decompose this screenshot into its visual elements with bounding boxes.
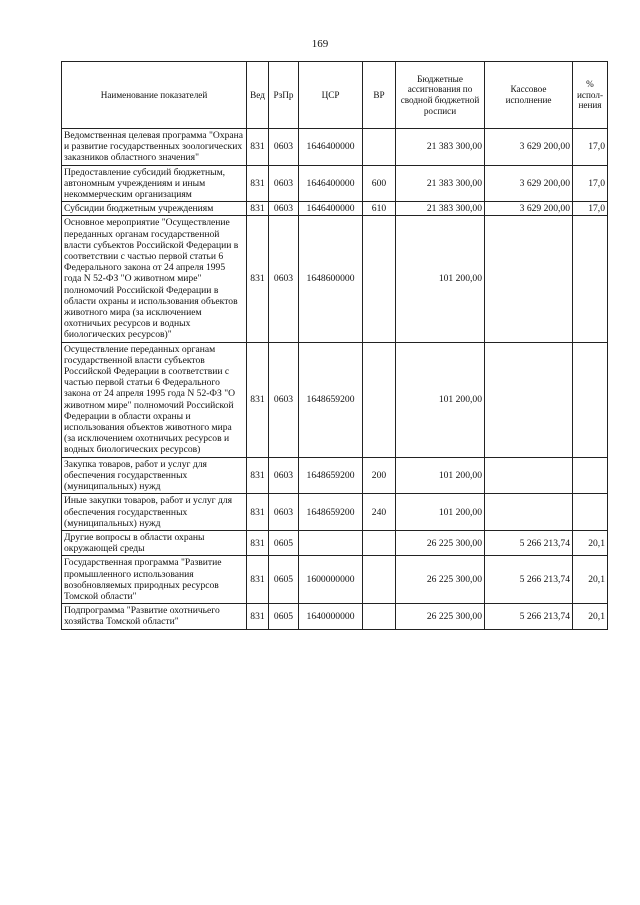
table-row — [62, 494, 608, 531]
row-csr: 1646400000 — [299, 129, 363, 166]
row-cash: 3 629 200,00 — [485, 129, 573, 166]
row-ved: 831 — [247, 604, 269, 629]
table-header-row — [62, 62, 608, 129]
row-name: Субсидии бюджетным учреждениям — [62, 202, 247, 216]
row-cash: 3 629 200,00 — [485, 202, 573, 216]
row-budget: 21 383 300,00 — [396, 129, 485, 166]
row-ved: 831 — [247, 494, 269, 531]
row-csr: 1646400000 — [299, 165, 363, 202]
column-header-csr: ЦСР — [299, 62, 363, 129]
row-csr: 1646400000 — [299, 202, 363, 216]
column-header-name: Наименование показателей — [62, 62, 247, 129]
column-header-ved: Вед — [247, 62, 269, 129]
column-header-cash: Кассовое исполнение — [485, 62, 573, 129]
row-name: Ведомственная целевая программа "Охрана и развитие государственных зоологических заказников областного значения" — [62, 129, 247, 166]
row-name: Основное мероприятие "Осуществление переданных органам государственной власти субъектов Российской Федерации в соответствии с частью первой статьи 6 Федерального закона от 24 апреля 1995 года N 52-ФЗ "О животном мире" полномочий Российской Федерации в области охраны и использования объектов животного мира (за исключением охотничьих ресурсов и водных биологических ресурсов)" — [62, 216, 247, 342]
row-cash: 5 266 213,74 — [485, 530, 573, 555]
row-vr — [363, 342, 396, 457]
row-csr: 1640000000 — [299, 604, 363, 629]
row-vr — [363, 216, 396, 342]
table-row — [62, 556, 608, 604]
row-budget: 101 200,00 — [396, 342, 485, 457]
row-rzpr: 0605 — [269, 530, 299, 555]
row-vr — [363, 556, 396, 604]
row-vr: 200 — [363, 457, 396, 494]
table-row — [62, 165, 608, 202]
row-rzpr: 0605 — [269, 556, 299, 604]
table-row — [62, 129, 608, 166]
row-name: Другие вопросы в области охраны окружающей среды — [62, 530, 247, 555]
row-cash — [485, 342, 573, 457]
row-budget: 21 383 300,00 — [396, 165, 485, 202]
page-number: 169 — [311, 38, 329, 50]
row-ved: 831 — [247, 165, 269, 202]
row-percent: 20,1 — [573, 604, 608, 629]
column-header-vr: ВР — [363, 62, 396, 129]
row-vr: 240 — [363, 494, 396, 531]
row-cash — [485, 457, 573, 494]
row-percent: 20,1 — [573, 556, 608, 604]
table-row — [62, 342, 608, 457]
row-rzpr: 0603 — [269, 165, 299, 202]
row-ved: 831 — [247, 216, 269, 342]
row-ved: 831 — [247, 457, 269, 494]
row-rzpr: 0603 — [269, 202, 299, 216]
row-budget: 26 225 300,00 — [396, 556, 485, 604]
row-csr: 1600000000 — [299, 556, 363, 604]
row-cash — [485, 494, 573, 531]
row-budget: 101 200,00 — [396, 457, 485, 494]
table-row — [62, 604, 608, 629]
row-ved: 831 — [247, 530, 269, 555]
row-csr — [299, 530, 363, 555]
row-budget: 101 200,00 — [396, 216, 485, 342]
row-rzpr: 0603 — [269, 494, 299, 531]
row-rzpr: 0605 — [269, 604, 299, 629]
row-percent: 17,0 — [573, 129, 608, 166]
row-csr: 1648659200 — [299, 494, 363, 531]
row-name: Предоставление субсидий бюджетным, автономным учреждениям и иным некоммерческим организациям — [62, 165, 247, 202]
column-header-budget: Бюджетные ассигнования по сводной бюджетной росписи — [396, 62, 485, 129]
row-csr: 1648659200 — [299, 457, 363, 494]
row-cash: 5 266 213,74 — [485, 556, 573, 604]
row-vr — [363, 129, 396, 166]
row-ved: 831 — [247, 342, 269, 457]
row-csr: 1648659200 — [299, 342, 363, 457]
budget-execution-table — [61, 61, 608, 630]
row-rzpr: 0603 — [269, 457, 299, 494]
row-percent: 20,1 — [573, 530, 608, 555]
row-percent: 17,0 — [573, 165, 608, 202]
row-rzpr: 0603 — [269, 216, 299, 342]
row-rzpr: 0603 — [269, 342, 299, 457]
row-vr — [363, 530, 396, 555]
row-cash — [485, 216, 573, 342]
table-row — [62, 457, 608, 494]
table-row — [62, 216, 608, 342]
row-budget: 26 225 300,00 — [396, 604, 485, 629]
row-vr: 610 — [363, 202, 396, 216]
row-vr — [363, 604, 396, 629]
row-ved: 831 — [247, 129, 269, 166]
row-cash: 3 629 200,00 — [485, 165, 573, 202]
row-rzpr: 0603 — [269, 129, 299, 166]
row-vr: 600 — [363, 165, 396, 202]
row-cash: 5 266 213,74 — [485, 604, 573, 629]
table-row — [62, 530, 608, 555]
row-name: Иные закупки товаров, работ и услуг для обеспечения государственных (муниципальных) нужд — [62, 494, 247, 531]
row-name: Подпрограмма "Развитие охотничьего хозяйства Томской области" — [62, 604, 247, 629]
row-percent — [573, 216, 608, 342]
row-budget: 26 225 300,00 — [396, 530, 485, 555]
row-budget: 101 200,00 — [396, 494, 485, 531]
table-row — [62, 202, 608, 216]
row-ved: 831 — [247, 202, 269, 216]
row-ved: 831 — [247, 556, 269, 604]
row-name: Государственная программа "Развитие промышленного использования возобновляемых природных ресурсов Томской области" — [62, 556, 247, 604]
row-name: Закупка товаров, работ и услуг для обеспечения государственных (муниципальных) нужд — [62, 457, 247, 494]
row-percent — [573, 494, 608, 531]
column-header-rzpr: РзПр — [269, 62, 299, 129]
row-csr: 1648600000 — [299, 216, 363, 342]
row-budget: 21 383 300,00 — [396, 202, 485, 216]
row-percent — [573, 457, 608, 494]
row-name: Осуществление переданных органам государственной власти субъектов Российской Федерации в соответствии с частью первой статьи 6 Федерального закона от 24 апреля 1995 года N 52-ФЗ "О животном мире" полномочий Российской Федерации в области охраны и использования объектов животного мира (за исключением охотничьих ресурсов и водных биологических ресурсов) — [62, 342, 247, 457]
column-header-percent: % испол-нения — [573, 62, 608, 129]
row-percent — [573, 342, 608, 457]
row-percent: 17,0 — [573, 202, 608, 216]
